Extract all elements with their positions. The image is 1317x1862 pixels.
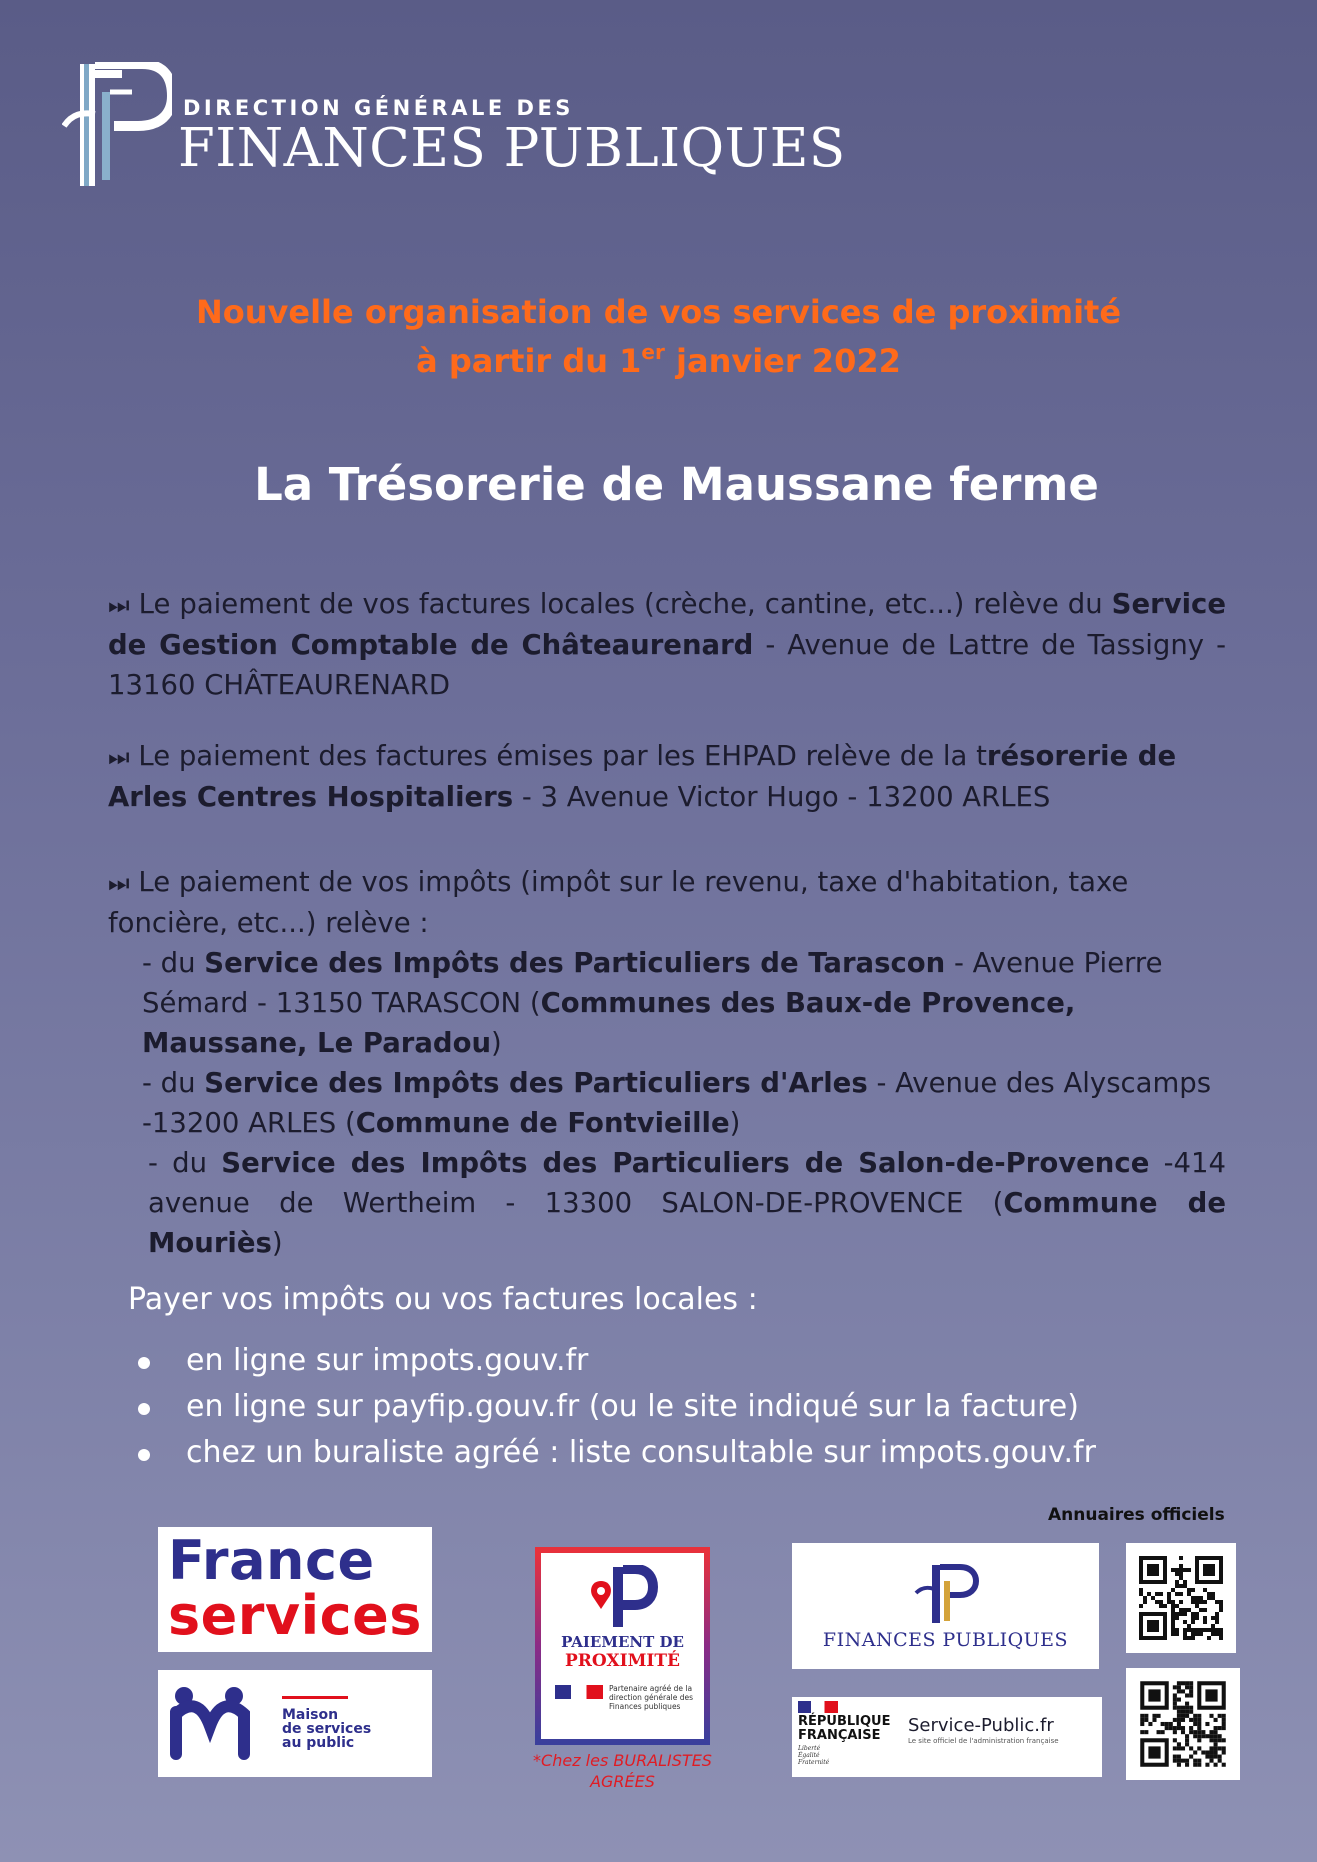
pp-partner-text: Partenaire agréé de la direction générale des Finances publiques — [609, 1684, 694, 1711]
france-services-logo — [158, 1527, 432, 1652]
payment-title: Payer vos impôts ou vos factures locales : — [128, 1282, 758, 1317]
list-item: en ligne sur impots.gouv.fr — [138, 1338, 1096, 1384]
fast-forward-icon: ⏭ — [108, 743, 130, 771]
list-item: en ligne sur payfip.gouv.fr (ou le site indiqué sur la facture) — [138, 1384, 1096, 1430]
service-public-subtitle: Le site officiel de l'administration française — [908, 1737, 1059, 1745]
location-pin-p-icon — [589, 1565, 659, 1629]
msap-red-bar — [282, 1696, 348, 1699]
taxes-intro: ⏭ Le paiement de vos impôts (impôt sur le revenu, taxe d'habitation, taxe foncière, etc...) relève : — [108, 866, 1129, 939]
republique-francaise-text: RÉPUBLIQUE FRANÇAISE — [798, 1714, 891, 1743]
pp-line1: PAIEMENT DE — [561, 1633, 684, 1651]
buralistes-note: *Chez les BURALISTES AGRÉES — [533, 1751, 712, 1791]
republic-motto: Liberté Égalité Fraternité — [798, 1745, 830, 1766]
headline-line1: Nouvelle organisation de vos services de proximité — [195, 293, 1122, 331]
france-services-line1: France — [168, 1529, 375, 1592]
headline — [0, 288, 1317, 386]
paiement-proximite-logo — [535, 1547, 710, 1745]
qr-code-icon — [1126, 1668, 1240, 1780]
org-name-top: DIRECTION GÉNÉRALE DES — [183, 96, 574, 120]
service-public-logo — [792, 1697, 1102, 1777]
headline-line2: à partir du 1er janvier 2022 — [416, 340, 901, 380]
fp-monogram-icon — [912, 1563, 982, 1625]
payment-options-list — [138, 1338, 1096, 1476]
paragraph-local-invoices: ⏭ Le paiement de vos factures locales (crèche, cantine, etc...) relève du Service de Gestion Comptable de Châteaurenard - Avenue de Lattre de Tassigny - 13160 CHÂTEAURENARD — [108, 588, 1226, 701]
pp-line2: PROXIMITÉ — [565, 1651, 680, 1671]
fast-forward-icon: ⏭ — [108, 591, 130, 619]
qr-code-finances-publiques[interactable] — [1126, 1543, 1236, 1653]
page-title: La Trésorerie de Maussane ferme — [254, 458, 1099, 511]
fast-forward-icon: ⏭ — [108, 869, 130, 897]
france-services-line2: services — [168, 1584, 422, 1647]
paragraph-ehpad-invoices: ⏭ Le paiement des factures émises par les EHPAD relève de la trésorerie de Arles Centres Hospitaliers - 3 Avenue Victor Hugo - 13200 ARLES — [108, 740, 1177, 813]
msap-icon — [170, 1684, 270, 1762]
org-name-main: FINANCES PUBLIQUES — [178, 118, 846, 179]
list-item: chez un buraliste agréé : liste consultable sur impots.gouv.fr — [138, 1430, 1096, 1476]
tax-office-salon: - du Service des Impôts des Particuliers de Salon-de-Provence -414 avenue de Wertheim - 13300 SALON-DE-PROVENCE (Commune de Mouriès) — [148, 1147, 1226, 1259]
tax-office-tarascon: - du Service des Impôts des Particuliers de Tarascon - Avenue Pierre Sémard - 13150 TARASCON (Communes des Baux-de Provence, Maussane, Le Paradou) — [142, 947, 1163, 1059]
qr-code-service-public[interactable] — [1126, 1668, 1240, 1780]
french-flag-icon — [555, 1685, 603, 1699]
tax-office-arles: - du Service des Impôts des Particuliers d'Arles - Avenue des Alyscamps -13200 ARLES (Commune de Fontvieille) — [142, 1067, 1212, 1139]
annuaires-label: Annuaires officiels — [1048, 1505, 1225, 1525]
msap-text: Maison de services au public — [282, 1707, 372, 1751]
msap-logo — [158, 1670, 432, 1777]
qr-code-icon — [1126, 1543, 1236, 1653]
service-public-name: Service-Public.fr — [908, 1715, 1054, 1736]
finances-publiques-logo — [792, 1543, 1099, 1669]
dgfip-logo-icon — [62, 62, 172, 187]
marianne-flag-icon — [798, 1701, 838, 1713]
fp-text: FINANCES PUBLIQUES — [822, 1629, 1069, 1651]
paragraph-taxes — [108, 862, 1226, 1263]
